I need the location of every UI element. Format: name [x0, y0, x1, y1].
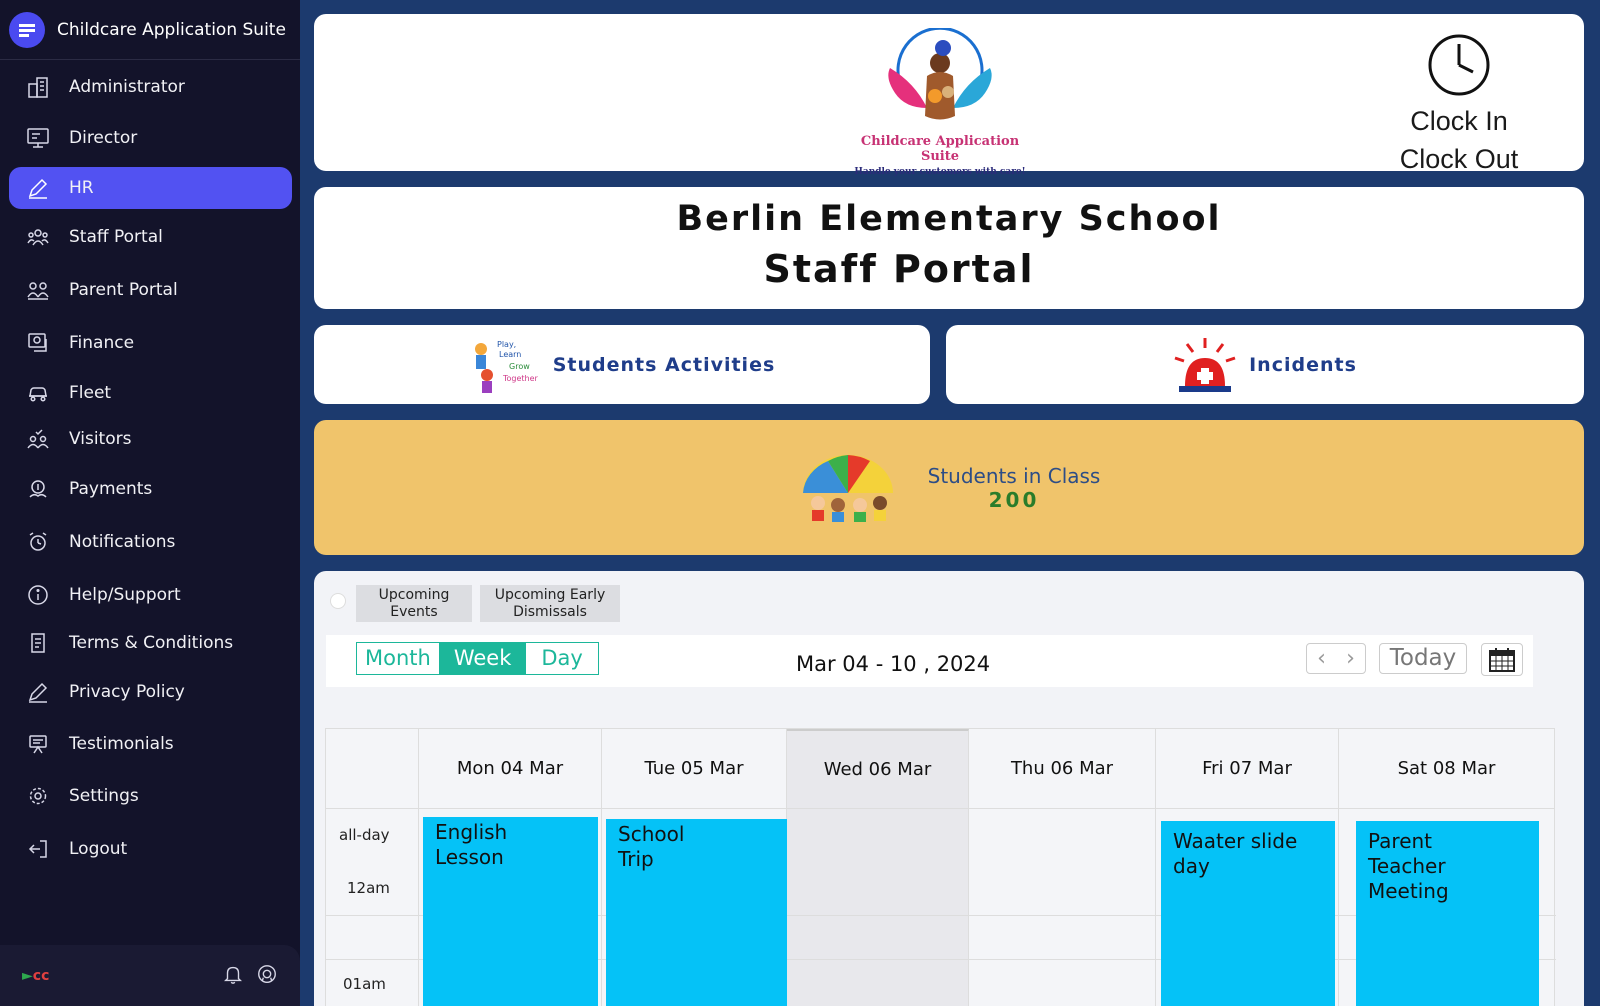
- children-umbrella-icon: [798, 453, 898, 523]
- calendar-toolbar: [326, 635, 1533, 687]
- parents-icon: [25, 277, 51, 303]
- event-water-slide-day[interactable]: [1161, 821, 1335, 1006]
- car-icon: [25, 380, 51, 406]
- today-button[interactable]: Today: [1379, 643, 1467, 674]
- bell-icon[interactable]: [222, 963, 244, 989]
- sidebar-item-label: Privacy Policy: [69, 682, 185, 702]
- incidents-label: Incidents: [1249, 353, 1357, 376]
- event-title: School: [618, 822, 685, 846]
- sidebar-item-visitors[interactable]: [9, 418, 292, 460]
- clock-icon: [1426, 32, 1492, 98]
- sidebar-item-label: Help/Support: [69, 585, 181, 605]
- info-icon: [25, 582, 51, 608]
- sidebar-item-label: Fleet: [69, 383, 112, 403]
- sidebar-item-testimonials[interactable]: [9, 723, 292, 765]
- page-title: Staff Portal: [763, 247, 1035, 291]
- sidebar-item-privacy-policy[interactable]: [9, 671, 292, 713]
- tab-label: Events: [390, 604, 438, 620]
- day-column[interactable]: [969, 809, 1156, 1006]
- sidebar-item-label: Notifications: [69, 532, 176, 552]
- finance-icon: [25, 330, 51, 356]
- tab-upcoming-events[interactable]: [356, 585, 472, 622]
- sidebar-item-finance[interactable]: [9, 322, 292, 364]
- calendar-icon: [1488, 647, 1516, 673]
- students-activities-label: Students Activities: [552, 353, 776, 376]
- view-week-button[interactable]: Week: [439, 643, 527, 674]
- students-in-class-card[interactable]: [314, 420, 1584, 555]
- tab-upcoming-early-dismissals[interactable]: [480, 585, 620, 622]
- clock-in-label: Clock In: [1410, 106, 1508, 136]
- calendar-panel: [314, 571, 1584, 1006]
- sidebar-item-settings[interactable]: [9, 775, 292, 817]
- tab-label: Upcoming: [378, 587, 450, 603]
- svg-text:Grow: Grow: [508, 361, 530, 371]
- header-card: [314, 14, 1584, 177]
- sidebar-item-terms[interactable]: [9, 622, 292, 664]
- day-header[interactable]: Thu 06 Mar: [969, 729, 1156, 809]
- sidebar-item-label: Director: [69, 128, 138, 148]
- sidebar-item-logout[interactable]: [9, 828, 292, 870]
- svg-text:Together: Together: [502, 373, 538, 383]
- sidebar-item-notifications[interactable]: [9, 521, 292, 563]
- sidebar-item-label: Staff Portal: [69, 227, 163, 247]
- event-title: Waater slide: [1173, 829, 1298, 853]
- sidebar-item-label: Settings: [69, 786, 139, 806]
- svg-text:Play,: Play,: [496, 339, 516, 349]
- chevron-left-icon[interactable]: ‹: [1317, 646, 1326, 671]
- footer-logo: ►cc: [22, 967, 50, 984]
- week-grid: [325, 728, 1555, 1006]
- date-range-label: Mar 04 - 10 , 2024: [796, 652, 991, 676]
- students-in-class-count: 200: [988, 487, 1040, 512]
- day-header[interactable]: Sat 08 Mar: [1339, 729, 1555, 809]
- view-month-button[interactable]: Month: [357, 643, 439, 674]
- event-title: Meeting: [1368, 879, 1449, 903]
- day-header-today[interactable]: Wed 06 Mar: [787, 729, 969, 809]
- sidebar-item-label: Visitors: [69, 429, 132, 449]
- chevron-right-icon[interactable]: ›: [1346, 646, 1355, 671]
- sidebar-item-label: Testimonials: [69, 734, 174, 754]
- event-parent-teacher-meeting[interactable]: [1356, 821, 1539, 1006]
- event-english-lesson[interactable]: [423, 817, 598, 1006]
- document-icon: [25, 630, 51, 656]
- monitor-icon: [25, 125, 51, 151]
- sidebar-item-parent-portal[interactable]: [9, 269, 292, 311]
- users-group-icon: [25, 224, 51, 250]
- event-title: Trip: [618, 847, 654, 871]
- payments-icon: [25, 476, 51, 502]
- visitors-icon: [25, 426, 51, 452]
- school-name: Berlin Elementary School: [676, 199, 1222, 239]
- time-label: 01am: [343, 975, 386, 993]
- logo-emblem-icon: [875, 28, 1005, 128]
- sidebar-footer: [0, 945, 300, 1006]
- time-gutter-header: [326, 729, 419, 809]
- app-title: Childcare Application Suite: [57, 19, 286, 40]
- event-title: English: [435, 820, 508, 844]
- sidebar-item-director[interactable]: [9, 117, 292, 159]
- tab-label: Upcoming Early: [494, 587, 606, 603]
- svg-text:Learn: Learn: [498, 349, 522, 359]
- sidebar-item-label: HR: [69, 178, 94, 198]
- time-label: 12am: [347, 879, 390, 897]
- sidebar: [0, 0, 300, 1006]
- play-learn-grow-icon: [469, 335, 541, 395]
- students-activities-button[interactable]: [314, 325, 930, 404]
- sidebar-item-payments[interactable]: [9, 468, 292, 510]
- logo-tagline: Handle your customers with care!: [854, 167, 1026, 177]
- incidents-button[interactable]: [946, 325, 1584, 404]
- company-logo: [842, 28, 1038, 177]
- brand-header[interactable]: [0, 0, 300, 60]
- sidebar-item-fleet[interactable]: [9, 372, 292, 414]
- day-header[interactable]: Tue 05 Mar: [602, 729, 787, 809]
- date-nav: [1306, 643, 1366, 674]
- pen-icon: [25, 679, 51, 705]
- support-icon[interactable]: [256, 963, 278, 989]
- sidebar-item-staff-portal[interactable]: [9, 216, 292, 258]
- date-picker-button[interactable]: [1481, 643, 1523, 676]
- title-card: [314, 187, 1584, 309]
- event-school-trip[interactable]: [606, 819, 787, 1006]
- sidebar-item-label: Parent Portal: [69, 280, 178, 300]
- sidebar-item-label: Logout: [69, 839, 128, 859]
- event-title: Parent: [1368, 829, 1433, 853]
- sidebar-item-hr[interactable]: [9, 167, 292, 209]
- sidebar-item-help-support[interactable]: [9, 574, 292, 616]
- day-header[interactable]: Mon 04 Mar: [419, 729, 602, 809]
- sidebar-item-label: Payments: [69, 479, 153, 499]
- calendar-filter-radio[interactable]: [330, 593, 346, 609]
- siren-icon: [1173, 336, 1237, 394]
- logout-icon: [25, 836, 51, 862]
- logo-caption: Childcare Application Suite: [860, 134, 1020, 164]
- sidebar-item-label: Terms & Conditions: [69, 633, 234, 653]
- students-in-class-label: Students in Class: [927, 463, 1101, 488]
- day-column-today[interactable]: [787, 809, 969, 1006]
- building-icon: [25, 74, 51, 100]
- sidebar-item-label: Administrator: [69, 77, 185, 97]
- clock-out-label: Clock Out: [1399, 144, 1519, 174]
- tab-label: Dismissals: [513, 604, 587, 620]
- day-header[interactable]: Fri 07 Mar: [1156, 729, 1339, 809]
- event-title: Teacher: [1368, 854, 1446, 878]
- testimonial-icon: [25, 731, 51, 757]
- gear-icon: [25, 783, 51, 809]
- clock-in-out-button[interactable]: [1374, 32, 1544, 178]
- app-logo-icon: [9, 12, 45, 48]
- event-title: Lesson: [435, 845, 504, 869]
- event-title: day: [1173, 854, 1210, 878]
- view-switch: [356, 642, 599, 675]
- view-day-button[interactable]: Day: [526, 643, 597, 674]
- sidebar-item-label: Finance: [69, 333, 135, 353]
- pen-icon: [25, 175, 51, 201]
- alarm-icon: [25, 529, 51, 555]
- sidebar-item-administrator[interactable]: [9, 66, 292, 108]
- time-label: all-day: [339, 826, 390, 844]
